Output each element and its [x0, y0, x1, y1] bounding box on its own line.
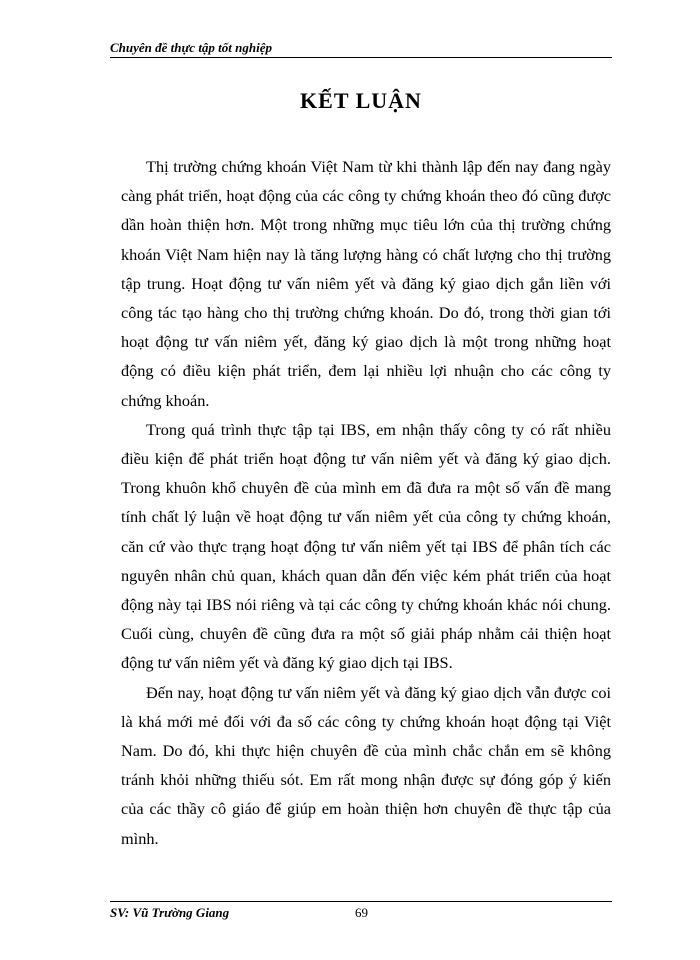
paragraph-2: Trong quá trình thực tập tại IBS, em nhận thấy công ty có rất nhiều điều kiện để phát triển hoạt động tư vấn niêm yết và đăng ký giao dịch. Trong khuôn khổ chuyên đề của mình em đã đưa ra một số vấn đề mang tính chất lý luận về hoạt động tư vấn niêm yết của công ty chứng khoán, căn cứ vào thực trạng hoạt động tư vấn niêm yết tại IBS để phân tích các nguyên nhân chủ quan, khách quan dẫn đến việc kém phát triển của hoạt động này tại IBS nói riêng và tại các công ty chứng khoán khác nói chung. Cuối cùng, chuyên đề cũng đưa ra một số giải pháp nhằm cải thiện hoạt động tư vấn niêm yết và đăng ký giao dịch tại IBS. [121, 419, 611, 673]
page-header [110, 40, 612, 58]
page-footer [110, 901, 612, 921]
header-text: Chuyên đề thực tập tốt nghiệp [110, 40, 272, 55]
body-text [121, 152, 611, 853]
paragraph-3: Đến nay, hoạt động tư vấn niêm yết và đăng ký giao dịch vẫn được coi là khá mới mẻ đối với đa số các công ty chứng khoán hoạt động tại Việt Nam. Do đó, khi thực hiện chuyên đề của mình chắc chắn em sẽ không tránh khỏi những thiếu sót. Em rất mong nhận được sự đóng góp ý kiến của các thầy cô giáo để giúp em hoàn thiện hơn chuyên đề thực tập của mình. [121, 682, 611, 848]
footer-author: SV: Vũ Trường Giang [110, 905, 230, 920]
page-number: 69 [355, 905, 368, 920]
page-title: KẾT LUẬN [300, 88, 422, 113]
paragraph-1: Thị trường chứng khoán Việt Nam từ khi thành lập đến nay đang ngày càng phát triển, hoạt động của các công ty chứng khoán theo đó cũng được dần hoàn thiện hơn. Một trong những mục tiêu lớn của thị trường chứng khoán Việt Nam hiện nay là tăng lượng hàng có chất lượng cho thị trường tập trung. Hoạt động tư vấn niêm yết và đăng ký giao dịch gắn liền với công tác tạo hàng cho thị trường chứng khoán. Do đó, trong thời gian tới hoạt động tư vấn niêm yết, đăng ký giao dịch là một trong những hoạt động có điều kiện phát triển, đem lại nhiều lợi nhuận cho các công ty chứng khoán. [121, 157, 611, 410]
